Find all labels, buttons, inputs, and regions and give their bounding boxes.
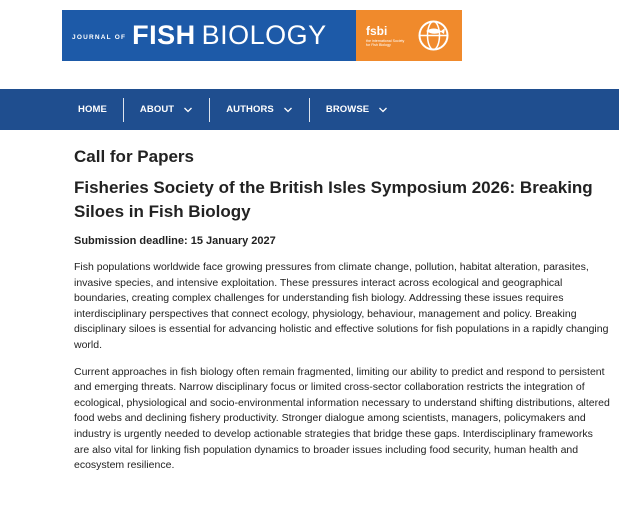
chevron-down-icon [378, 105, 388, 115]
nav-item-browse[interactable] [326, 89, 388, 130]
nav-divider [123, 98, 124, 122]
fsbi-globe-fish-icon [417, 19, 450, 52]
article-content [74, 146, 614, 474]
nav-item-home[interactable] [78, 89, 107, 130]
journal-banner-logo[interactable] [62, 10, 462, 61]
nav-authors-label: AUTHORS [226, 104, 274, 115]
journal-of-label: JOURNAL OF [72, 33, 127, 41]
nav-divider [209, 98, 210, 122]
nav-item-about[interactable] [140, 89, 193, 130]
nav-about-label: ABOUT [139, 104, 175, 115]
chevron-down-icon [283, 105, 293, 115]
nav-item-authors[interactable] [226, 89, 293, 130]
fsbi-full-name: the international Society for Fish Biology [366, 38, 405, 47]
nav-divider [309, 98, 310, 122]
fsbi-text [366, 25, 408, 47]
article-paragraph: Fish populations worldwide face growing pressures from climate change, pollution, habitat alteration, parasites, invasive species, and intensive exploitation. These pressures interact across ecological and geographical boundaries, creating complex challenges for understanding fish biology. Addressing these issues requires interdisciplinary perspectives that connect ecology, physiology, behaviour, management and policy. Breaking disciplinary siloes is essential for advancing holistic and effective solutions for fish populations in a rapidly changing world. [74, 261, 609, 351]
fsbi-abbreviation: fsbi [366, 23, 388, 38]
chevron-down-icon [183, 105, 193, 115]
call-for-papers-heading: Call for Papers [74, 147, 194, 166]
submission-deadline: Submission deadline: 15 January 2027 [74, 235, 276, 247]
journal-biology-word: BIOLOGY [201, 20, 327, 50]
nav-browse-label: BROWSE [325, 104, 370, 115]
nav-home-label: HOME [78, 104, 107, 115]
journal-fish-word: FISH [132, 20, 196, 50]
main-navigation [0, 89, 619, 130]
journal-title-block [62, 10, 356, 61]
fsbi-logo-block [356, 10, 462, 61]
article-title: Fisheries Society of the British Isles Symposium 2026: Breaking Siloes in Fish Biology [74, 178, 593, 221]
article-paragraph: Current approaches in fish biology often remain fragmented, limiting our ability to predict and respond to persistent and emerging threats. Narrow disciplinary focus or limited cross-sector collaboration restricts the integration of ecological, physiological and socio-environmental information necessary to understand shifting distributions, altered food webs and declining fishery productivity. Stronger dialogue among scientists, managers, policymakers and industry is urgently needed to develop actionable strategies that bridge these gaps. Interdisciplinary frameworks are also vital for linking fish population dynamics to broader issues including food security, human health and ecosystem resilience. [74, 365, 610, 472]
